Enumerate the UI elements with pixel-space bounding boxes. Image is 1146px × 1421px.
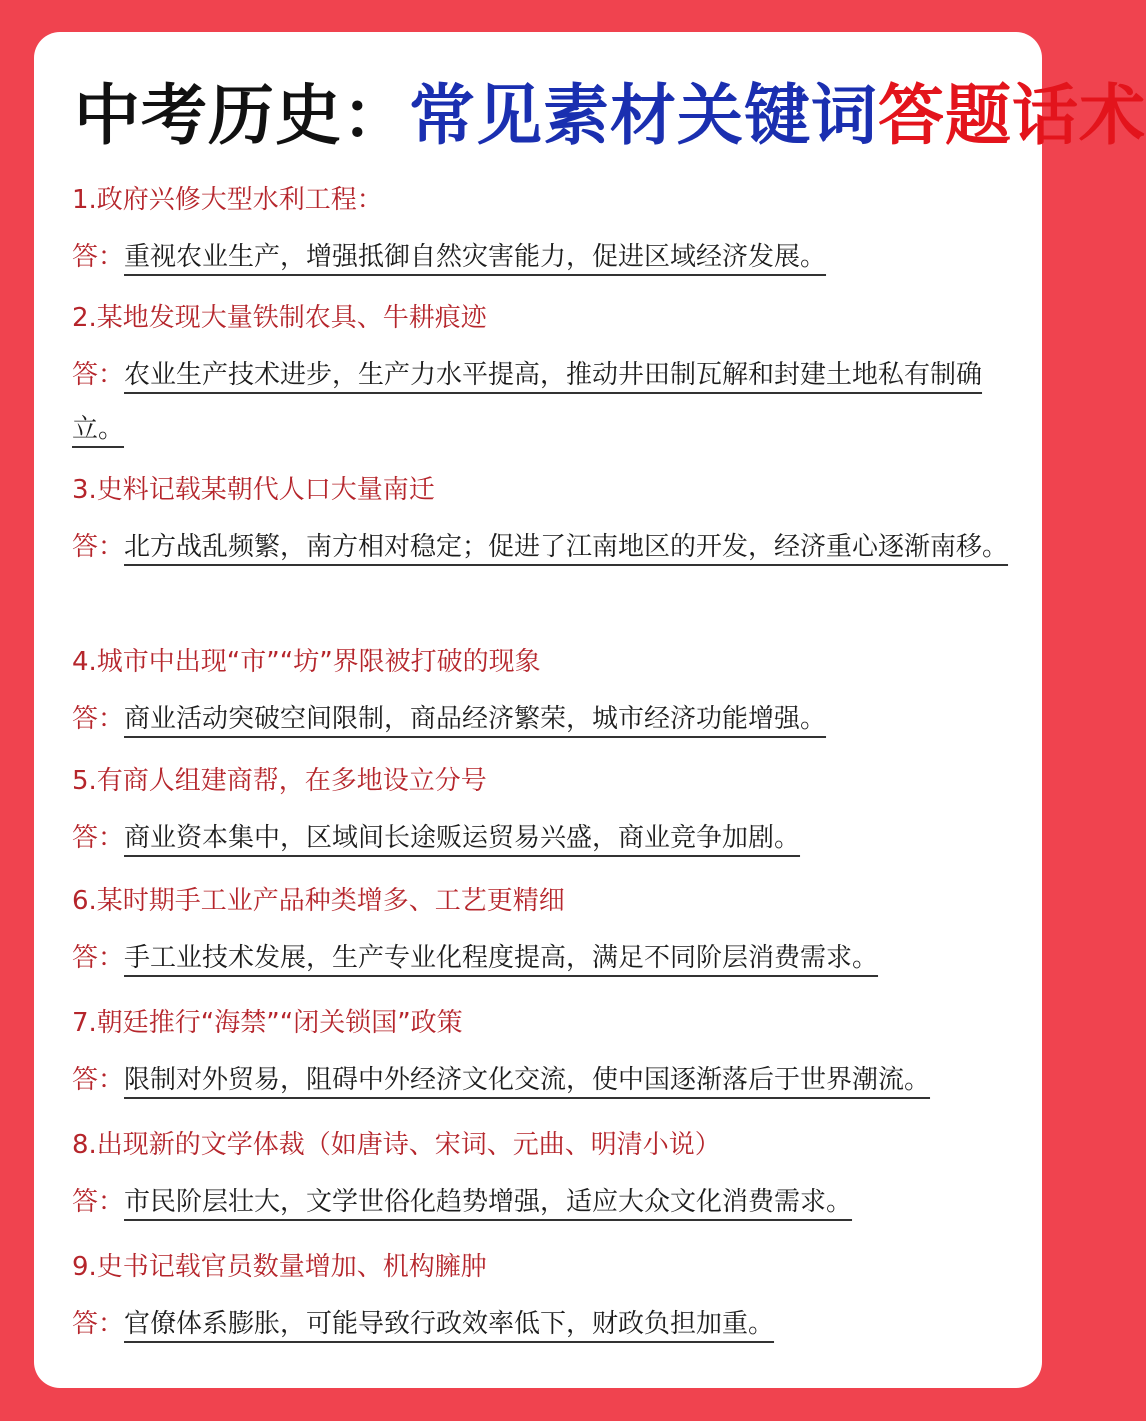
question: 1.政府兴修大型水利工程： (72, 185, 383, 215)
answer-label: 答： (72, 242, 125, 272)
question: 5.有商人组建商帮，在多地设立分号 (72, 766, 487, 796)
answer-label: 答： (72, 823, 125, 853)
answer (72, 1297, 1022, 1351)
title-answer-phrasing: 答题话术 (878, 77, 1146, 154)
answer-text: 商业资本集中，区域间长途贩运贸易兴盛，商业竞争加剧。 (124, 823, 801, 853)
question: 2.某地发现大量铁制农具、牛耕痕迹 (72, 303, 487, 333)
list-item (72, 298, 1022, 456)
question: 9.史书记载官员数量增加、机构臃肿 (72, 1252, 487, 1282)
answer-text: 限制对外贸易，阻碍中外经济文化交流，使中国逐渐落后于世界潮流。 (124, 1065, 931, 1095)
title-keywords: 常见素材关键词 (409, 77, 878, 154)
list-item (72, 1125, 1022, 1229)
answer (72, 230, 1022, 284)
answer (72, 931, 1022, 985)
list-item (72, 470, 1022, 574)
answer (72, 520, 1022, 574)
list-item (72, 1247, 1022, 1351)
answer-text: 手工业技术发展，生产专业化程度提高，满足不同阶层消费需求。 (124, 943, 879, 973)
question: 4.城市中出现“市”“坊”界限被打破的现象 (72, 647, 541, 677)
list-item (72, 642, 1022, 746)
answer-label: 答： (72, 1065, 125, 1095)
answer (72, 692, 1022, 746)
answer (72, 1053, 1022, 1107)
content-card (34, 32, 1146, 1388)
page-title (74, 76, 1146, 156)
answer (72, 1175, 1022, 1229)
answer-text: 商业活动突破空间限制，商品经济繁荣，城市经济功能增强。 (124, 704, 827, 734)
answer-text: 市民阶层壮大，文学世俗化趋势增强，适应大众文化消费需求。 (124, 1187, 853, 1217)
answer (72, 811, 1022, 865)
answer-text: 官僚体系膨胀，可能导致行政效率低下，财政负担加重。 (124, 1309, 775, 1339)
list-item (72, 1003, 1022, 1107)
question: 6.某时期手工业产品种类增多、工艺更精细 (72, 886, 565, 916)
list-item (72, 761, 1022, 865)
answer-label: 答： (72, 1187, 125, 1217)
question: 8.出现新的文学体裁（如唐诗、宋词、元曲、明清小说） (72, 1130, 721, 1160)
answer-text: 农业生产技术进步，生产力水平提高，推动井田制瓦解和封建土地私有制确立。 (72, 360, 983, 444)
list-item (72, 881, 1022, 985)
answer-text: 重视农业生产，增强抵御自然灾害能力，促进区域经济发展。 (124, 242, 827, 272)
answer-label: 答： (72, 1309, 125, 1339)
question: 3.史料记载某朝代人口大量南迁 (72, 475, 435, 505)
list-item (72, 180, 1022, 284)
question: 7.朝廷推行“海禁”“闭关锁国”政策 (72, 1008, 463, 1038)
answer-label: 答： (72, 943, 125, 973)
answer (72, 348, 1022, 456)
answer-text: 北方战乱频繁，南方相对稳定；促进了江南地区的开发，经济重心逐渐南移。 (124, 532, 1009, 562)
answer-label: 答： (72, 360, 125, 390)
answer-label: 答： (72, 704, 125, 734)
answer-label: 答： (72, 532, 125, 562)
title-subject: 中考历史： (74, 77, 409, 154)
